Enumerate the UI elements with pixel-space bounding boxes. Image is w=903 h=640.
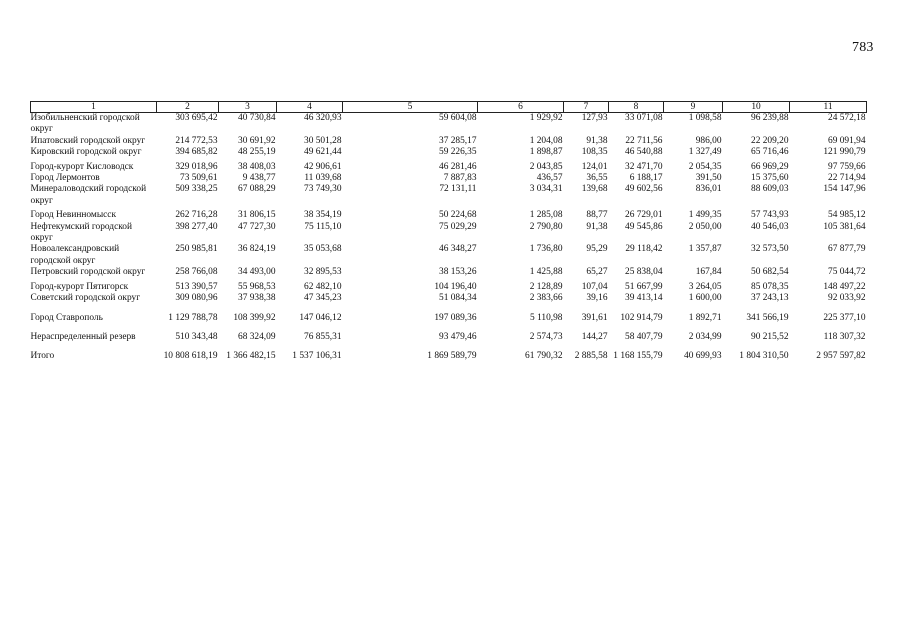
cell-value: 144,27 (581, 331, 608, 342)
column-header: 10 (723, 102, 790, 113)
cell-value: 66 969,29 (751, 161, 789, 172)
cell-value: 7 887,83 (443, 173, 477, 184)
cell-value: 46 281,46 (439, 161, 477, 172)
cell-value: 2 043,85 (529, 161, 563, 172)
cell-value: 391,50 (695, 173, 722, 184)
cell-value: 90 215,52 (751, 331, 789, 342)
cell-value: 38 408,03 (238, 161, 276, 172)
cell-value: 341 566,19 (746, 312, 789, 323)
cell-value: 139,68 (581, 184, 608, 195)
cell-value: 15 375,60 (751, 173, 789, 184)
cell-value: 30 691,92 (238, 135, 276, 146)
cell-value: 197 089,36 (434, 312, 477, 323)
cell-value: 118 307,32 (823, 331, 866, 342)
cell-value: 167,84 (695, 267, 722, 278)
cell-value: 394 685,82 (175, 147, 218, 158)
cell-value: 6 188,17 (629, 173, 663, 184)
cell-value: 46 320,93 (304, 113, 342, 123)
cell-value: 154 147,96 (823, 184, 866, 195)
table-header (31, 102, 867, 113)
row-label: Ипатовский городской округ (30, 135, 146, 146)
cell-value: 2 034,99 (688, 331, 722, 342)
cell-value: 1 285,08 (529, 210, 563, 221)
table-row (31, 136, 867, 147)
cell-value: 2 054,35 (688, 161, 722, 172)
column-header: 4 (277, 102, 343, 113)
cell-value: 36,55 (586, 173, 608, 184)
cell-value: 67 877,79 (828, 244, 866, 255)
cell-value: 127,93 (581, 113, 608, 123)
cell-value: 91,38 (586, 221, 608, 232)
table-row (31, 267, 867, 278)
cell-value: 88 609,03 (751, 184, 789, 195)
cell-value: 72 131,11 (439, 184, 477, 195)
row-label: Кировский городской округ (30, 147, 142, 158)
cell-value: 73 749,30 (304, 184, 342, 195)
cell-value: 96 239,88 (751, 113, 789, 123)
cell-value: 91,38 (586, 135, 608, 146)
cell-value: 75 044,72 (828, 267, 866, 278)
cell-value: 22 714,94 (828, 173, 866, 184)
cell-value: 42 906,61 (304, 161, 342, 172)
cell-value: 22 209,20 (751, 135, 789, 146)
cell-value: 68 324,09 (238, 331, 276, 342)
row-label: Город Ставрополь (30, 312, 103, 323)
row-label: Нефтекумский городской округ (30, 221, 133, 244)
cell-value: 214 772,53 (175, 135, 218, 146)
cell-value: 262 716,28 (175, 210, 218, 221)
cell-value: 1 425,88 (529, 267, 563, 278)
cell-value: 65,27 (586, 267, 608, 278)
table-row (31, 184, 867, 207)
cell-value: 59 226,35 (439, 147, 477, 158)
cell-value: 49 545,86 (625, 221, 663, 232)
table-row (31, 279, 867, 293)
cell-value: 24 572,18 (828, 113, 866, 123)
cell-value: 33 071,08 (625, 113, 663, 123)
cell-value: 48 255,19 (238, 147, 276, 158)
cell-value: 92 033,92 (828, 293, 866, 304)
cell-value: 38 153,26 (439, 267, 477, 278)
cell-value: 88,77 (586, 210, 608, 221)
cell-value: 1 537 106,31 (292, 351, 342, 362)
cell-value: 37 285,17 (439, 135, 477, 146)
cell-value: 59 604,08 (439, 113, 477, 123)
cell-value: 38 354,19 (304, 210, 342, 221)
row-label: Город-курорт Кисловодск (30, 161, 134, 172)
cell-value: 62 482,10 (304, 281, 342, 292)
column-header: 5 (343, 102, 478, 113)
cell-value: 69 091,94 (828, 135, 866, 146)
cell-value: 509 338,25 (175, 184, 218, 195)
cell-value: 104 196,40 (434, 281, 477, 292)
cell-value: 3 034,31 (529, 184, 563, 195)
column-header: 6 (478, 102, 564, 113)
cell-value: 510 343,48 (175, 331, 218, 342)
cell-value: 2 050,00 (688, 221, 722, 232)
cell-value: 2 790,80 (529, 221, 563, 232)
table-row (31, 244, 867, 267)
row-label: Новоалександровский городской округ (30, 244, 120, 266)
cell-value: 10 808 618,19 (163, 351, 218, 362)
cell-value: 46 348,27 (439, 244, 477, 255)
row-label: Город Невинномысск (30, 210, 117, 221)
cell-value: 513 390,57 (175, 281, 218, 292)
cell-value: 391,61 (581, 312, 608, 323)
cell-value: 1 929,92 (529, 113, 563, 123)
row-label: Изобильненский городской округ (30, 113, 140, 135)
cell-value: 49 602,56 (625, 184, 663, 195)
cell-value: 31 806,15 (238, 210, 276, 221)
cell-value: 2 128,89 (529, 281, 563, 292)
table-row (31, 147, 867, 158)
cell-value: 26 729,01 (625, 210, 663, 221)
cell-value: 95,29 (586, 244, 608, 255)
table-row (31, 324, 867, 343)
row-label: Петровский городской округ (30, 267, 146, 278)
cell-value: 73 509,61 (180, 173, 218, 184)
table-row (31, 159, 867, 173)
cell-value: 50 682,54 (751, 267, 789, 278)
cell-value: 35 053,68 (304, 244, 342, 255)
cell-value: 1 736,80 (529, 244, 563, 255)
cell-value: 436,57 (536, 173, 563, 184)
table-body (31, 113, 867, 363)
cell-value: 1 098,58 (688, 113, 722, 123)
column-header: 1 (31, 102, 157, 113)
row-label: Нераспределенный резерв (30, 331, 136, 342)
cell-value: 50 224,68 (439, 210, 477, 221)
cell-value: 11 039,68 (304, 173, 342, 184)
cell-value: 121 990,79 (823, 147, 866, 158)
cell-value: 32 895,53 (304, 267, 342, 278)
cell-value: 1 357,87 (688, 244, 722, 255)
cell-value: 309 080,96 (175, 293, 218, 304)
table-row (31, 343, 867, 362)
cell-value: 1 499,35 (688, 210, 722, 221)
table-row (31, 113, 867, 136)
cell-value: 61 790,32 (525, 351, 563, 362)
table-row (31, 222, 867, 245)
cell-value: 40 730,84 (238, 113, 276, 123)
cell-value: 1 366 482,15 (226, 351, 276, 362)
cell-value: 25 838,04 (625, 267, 663, 278)
cell-value: 67 088,29 (238, 184, 276, 195)
cell-value: 3 264,05 (688, 281, 722, 292)
cell-value: 1 898,87 (529, 147, 563, 158)
cell-value: 2 383,66 (529, 293, 563, 304)
cell-value: 9 438,77 (242, 173, 276, 184)
cell-value: 30 501,28 (304, 135, 342, 146)
cell-value: 986,00 (695, 135, 722, 146)
cell-value: 2 885,58 (574, 351, 608, 362)
budget-table (30, 101, 867, 363)
cell-value: 85 078,35 (751, 281, 789, 292)
column-header: 11 (790, 102, 867, 113)
cell-value: 75 029,29 (439, 221, 477, 232)
cell-value: 102 914,79 (620, 312, 663, 323)
cell-value: 1 892,71 (688, 312, 722, 323)
cell-value: 22 711,56 (625, 135, 663, 146)
cell-value: 51 084,34 (439, 293, 477, 304)
cell-value: 76 855,31 (304, 331, 342, 342)
table-row (31, 305, 867, 324)
cell-value: 105 381,64 (823, 221, 866, 232)
row-label: Итого (30, 351, 55, 362)
cell-value: 29 118,42 (625, 244, 663, 255)
cell-value: 46 540,88 (625, 147, 663, 158)
cell-value: 39 413,14 (625, 293, 663, 304)
cell-value: 55 968,53 (238, 281, 276, 292)
cell-value: 2 574,73 (529, 331, 563, 342)
cell-value: 225 377,10 (823, 312, 866, 323)
cell-value: 58 407,79 (625, 331, 663, 342)
cell-value: 40 699,93 (684, 351, 722, 362)
cell-value: 57 743,93 (751, 210, 789, 221)
cell-value: 93 479,46 (439, 331, 477, 342)
cell-value: 47 727,30 (238, 221, 276, 232)
cell-value: 258 766,08 (175, 267, 218, 278)
cell-value: 36 824,19 (238, 244, 276, 255)
cell-value: 148 497,22 (823, 281, 866, 292)
cell-value: 65 716,46 (751, 147, 789, 158)
table-row (31, 173, 867, 184)
cell-value: 37 243,13 (751, 293, 789, 304)
column-header: 7 (564, 102, 609, 113)
cell-value: 5 110,98 (530, 312, 563, 323)
cell-value: 37 938,38 (238, 293, 276, 304)
cell-value: 54 985,12 (828, 210, 866, 221)
cell-value: 108,35 (581, 147, 608, 158)
cell-value: 32 573,50 (751, 244, 789, 255)
cell-value: 2 957 597,82 (816, 351, 866, 362)
cell-value: 32 471,70 (625, 161, 663, 172)
cell-value: 47 345,23 (304, 293, 342, 304)
row-label: Минераловодский городской округ (30, 184, 147, 206)
cell-value: 147 046,12 (299, 312, 342, 323)
table-row (31, 207, 867, 221)
cell-value: 1 804 310,50 (739, 351, 789, 362)
cell-value: 303 695,42 (175, 113, 218, 123)
cell-value: 1 600,00 (688, 293, 722, 304)
cell-value: 49 621,44 (304, 147, 342, 158)
row-label: Город Лермонтов (30, 173, 100, 184)
column-header: 8 (609, 102, 664, 113)
cell-value: 97 759,66 (828, 161, 866, 172)
column-header: 3 (219, 102, 277, 113)
page-number: 783 (852, 40, 874, 55)
cell-value: 40 546,03 (751, 221, 789, 232)
row-label: Советский городской округ (30, 293, 141, 304)
cell-value: 1 129 788,78 (168, 312, 218, 323)
cell-value: 51 667,99 (625, 281, 663, 292)
cell-value: 329 018,96 (175, 161, 218, 172)
cell-value: 124,01 (581, 161, 608, 172)
column-number-row (31, 102, 867, 113)
cell-value: 398 277,40 (175, 221, 218, 232)
cell-value: 1 168 155,79 (613, 351, 663, 362)
cell-value: 250 985,81 (175, 244, 218, 255)
column-header: 2 (157, 102, 219, 113)
column-header: 9 (664, 102, 723, 113)
cell-value: 75 115,10 (304, 221, 342, 232)
cell-value: 836,01 (695, 184, 722, 195)
cell-value: 108 399,92 (233, 312, 276, 323)
row-label: Город-курорт Пятигорск (30, 281, 129, 292)
cell-value: 107,04 (581, 281, 608, 292)
cell-value: 1 204,08 (529, 135, 563, 146)
cell-value: 1 327,49 (688, 147, 722, 158)
cell-value: 39,16 (586, 293, 608, 304)
cell-value: 1 869 589,79 (427, 351, 477, 362)
table-row (31, 293, 867, 304)
cell-value: 34 493,00 (238, 267, 276, 278)
